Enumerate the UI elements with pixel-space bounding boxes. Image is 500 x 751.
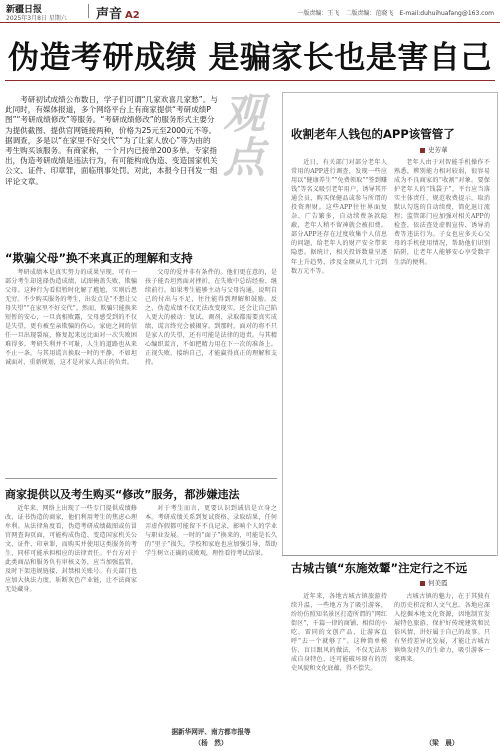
author-credit-illegal: （杨 然） bbox=[194, 739, 228, 747]
article-body-parents-col1: 考研成绩本是真实努力的成果呈现，可有一部分考生却选择伪造成绩，试图掩盖失败、欺骗父母。这种行为看似暂时化解了尴尬，实则后患无穷。不少购买服务的考生，出发点是“不想让父母失望”“在家里不好交代”。然而，欺骗只能换来短暂的安心，一旦真相败露，父母感受到的不仅是失望，更有被至亲欺骗的伤心。家庭之间的信任一旦出现裂痕，修复起来远比面对一次失败困难得多。考研失利并不可耻，人生的道路也从来不止一条。与其用谎言换取一时的平静，不如坦诚面对、重新规划，这才是对家人真正的负责。 bbox=[5, 269, 137, 367]
article-body-town-col2: 古城古镇的魅力，在于其独有的历史积淀和人文气息。各地应深入挖掘本地文化资源，因地制宜发展特色旅游，保护好传统建筑和民俗风情，讲好属于自己的故事。只有坚持差异化发展，才能让古城古镇焕发持久的生命力，吸引游客一来再来。 bbox=[394, 593, 490, 664]
header-divider bbox=[88, 4, 89, 18]
article-body-elderly-col1: 近日，有关部门对部分老年人常用的APP进行调查，发现一些应用以“健康养生”“免费领取”“签到赚钱”等名义吸引老年用户，诱导其开通会员、购买保健品或参与所谓的投资理财。这些APP往往界面复杂、广告繁多，自动续费条款隐蔽，老年人稍不留神就会被扣费。部分APP还存在过度收集个人信息的问题，给老年人的财产安全带来隐患。据统计，相关投诉数量呈逐年上升趋势，涉及金额从几十元到数万元不等。 bbox=[291, 159, 387, 275]
page-headline: 伪造考研成绩 是骗家长也是害自己 bbox=[8, 40, 492, 76]
article-title-illegal: 商家提供以及考生购买“修改”服务，都涉嫌违法 bbox=[5, 488, 240, 501]
issue-date: 2025年3月8日 星期六 bbox=[6, 15, 67, 22]
page-header bbox=[0, 0, 500, 23]
source-credit: 据新华网评、南方都市报等 bbox=[171, 728, 251, 736]
headline-rule bbox=[5, 80, 495, 81]
article-body-elderly-col2: 老年人由于对智能手机操作不熟悉，辨别能力相对较弱，很容易成为不良商家的“收割”对象。要保护老年人的“钱袋子”，平台应当落实主体责任，规范收费提示，取消默认勾选的自动续费，简化退订流程；监管部门应加强对相关APP的检查，依法查处虚假宣传、诱导消费等违法行为。子女也应多关心父母的手机使用情况，帮助他们识别陷阱，让老年人能够安心享受数字生活的便利。 bbox=[394, 159, 490, 266]
square-bullet-icon bbox=[420, 581, 425, 586]
section-watermark: 观点 bbox=[223, 89, 266, 182]
square-bullet-icon bbox=[420, 148, 425, 153]
box-bottom-rule bbox=[282, 555, 496, 556]
author-credit-town: （梁 晨） bbox=[425, 739, 459, 747]
section-name: 声音 A2 bbox=[96, 7, 140, 22]
article-title-ancient-town: 古城古镇“东施效颦”注定行之不远 bbox=[291, 561, 468, 575]
lead-paragraph: 考研初试成绩公布数日，学子们可谓“几家欢喜几家愁”。与此同时，有媒体报道，多个网络平台上有商家提供“考研成绩P图”“考研成绩修改”等服务。“考研成绩修改”的服务形式主要分为提供截图、提供官网链接两种，价格为25元至2000元不等。据调查，多是以“在家里不好交代”“为了让家人放心”等为由的考生购买该服务。有商家称，一个月内已接单200多单。专家指出，伪造考研成绩是违法行为，有可能构成伪造、变造国家机关公文、证件、印章罪，面临刑事处罚。对此，本报今日刊发一组评论文章。 bbox=[5, 95, 218, 186]
article-body-parents-col2: 父母的爱并非有条件的。他们更在意的，是孩子能否坦然面对挫折，在失败中总结经验、继续前行。如果考生能够主动与父母沟通，说明自己的付出与不足，往往能得到理解和鼓励。反之，伪造成绩不仅无法改变现实，还会让自己陷入更大的被动：复试、调剂、录取都需要真实成绩，谎言终究会被揭穿。到那时，面对的将不只是家人的失望，还有可能是法律的追责。与其精心编织谎言，不如把精力用在下一次的准备上。正视失败、接纳自己，才能赢得真正的理解和支持。 bbox=[145, 269, 277, 367]
article-author-ancient-town: 何美霞 bbox=[420, 578, 448, 587]
newspaper-logo: 新疆日报 bbox=[6, 5, 43, 15]
article-body-illegal-col2: 对于考生而言，更要认识到诚信是立身之本。考研成绩关系到复试资格、录取结果，任何弄虚作假都可能留下不良记录，影响个人的学业与职业发展。一时的“面子”换来的，可能是长久的“里子”损失。学校和家庭也应加强引导，帮助学生树立正确的成败观，理性看待考试结果。 bbox=[145, 505, 277, 558]
article-author-elderly-app: 史芳華 bbox=[420, 145, 448, 154]
section-divider bbox=[5, 478, 277, 479]
article-title-parents: “欺骗父母”换不来真正的理解和支持 bbox=[5, 251, 193, 265]
section-number: A2 bbox=[125, 10, 140, 21]
article-body-illegal-col1: 近年来，网络上出现了一些专门提供成绩修改、证书伪造的商家，他们利用考生的焦虑心理牟利。从法律角度看，伪造考研成绩截图或仿冒官网查询页面，可能构成伪造、变造国家机关公文、证件、印章罪，而购买并使用这类服务的考生，同样可能承担相应的法律责任。平台方对于此类商品和服务负有审核义务，应当加强监管，及时下架违规链接，封禁相关账号。有关部门也应加大执法力度，斩断灰色产业链，让不法商家无处藏身。 bbox=[5, 505, 137, 594]
editor-contact: 一版责编：王飞 二版责编：范晓飞 E-mail:duhuihuafang@163.com bbox=[297, 10, 494, 17]
article-title-elderly-app: 收割老年人钱包的APP该管管了 bbox=[291, 127, 455, 141]
article-body-town-col1: 近年来，各地古城古镇旅游持续升温，一些地方为了吸引游客，纷纷仿照知名景区打造所谓的“网红街区”，千篇一律的商铺、相似的小吃、雷同的文创产品，让游客直呼“去一个就够了”。这种简单模仿、盲目跟风的做法，不仅无法形成自身特色，还可能破坏原有的历史风貌和文化底蕴，得不偿失。 bbox=[291, 593, 387, 673]
